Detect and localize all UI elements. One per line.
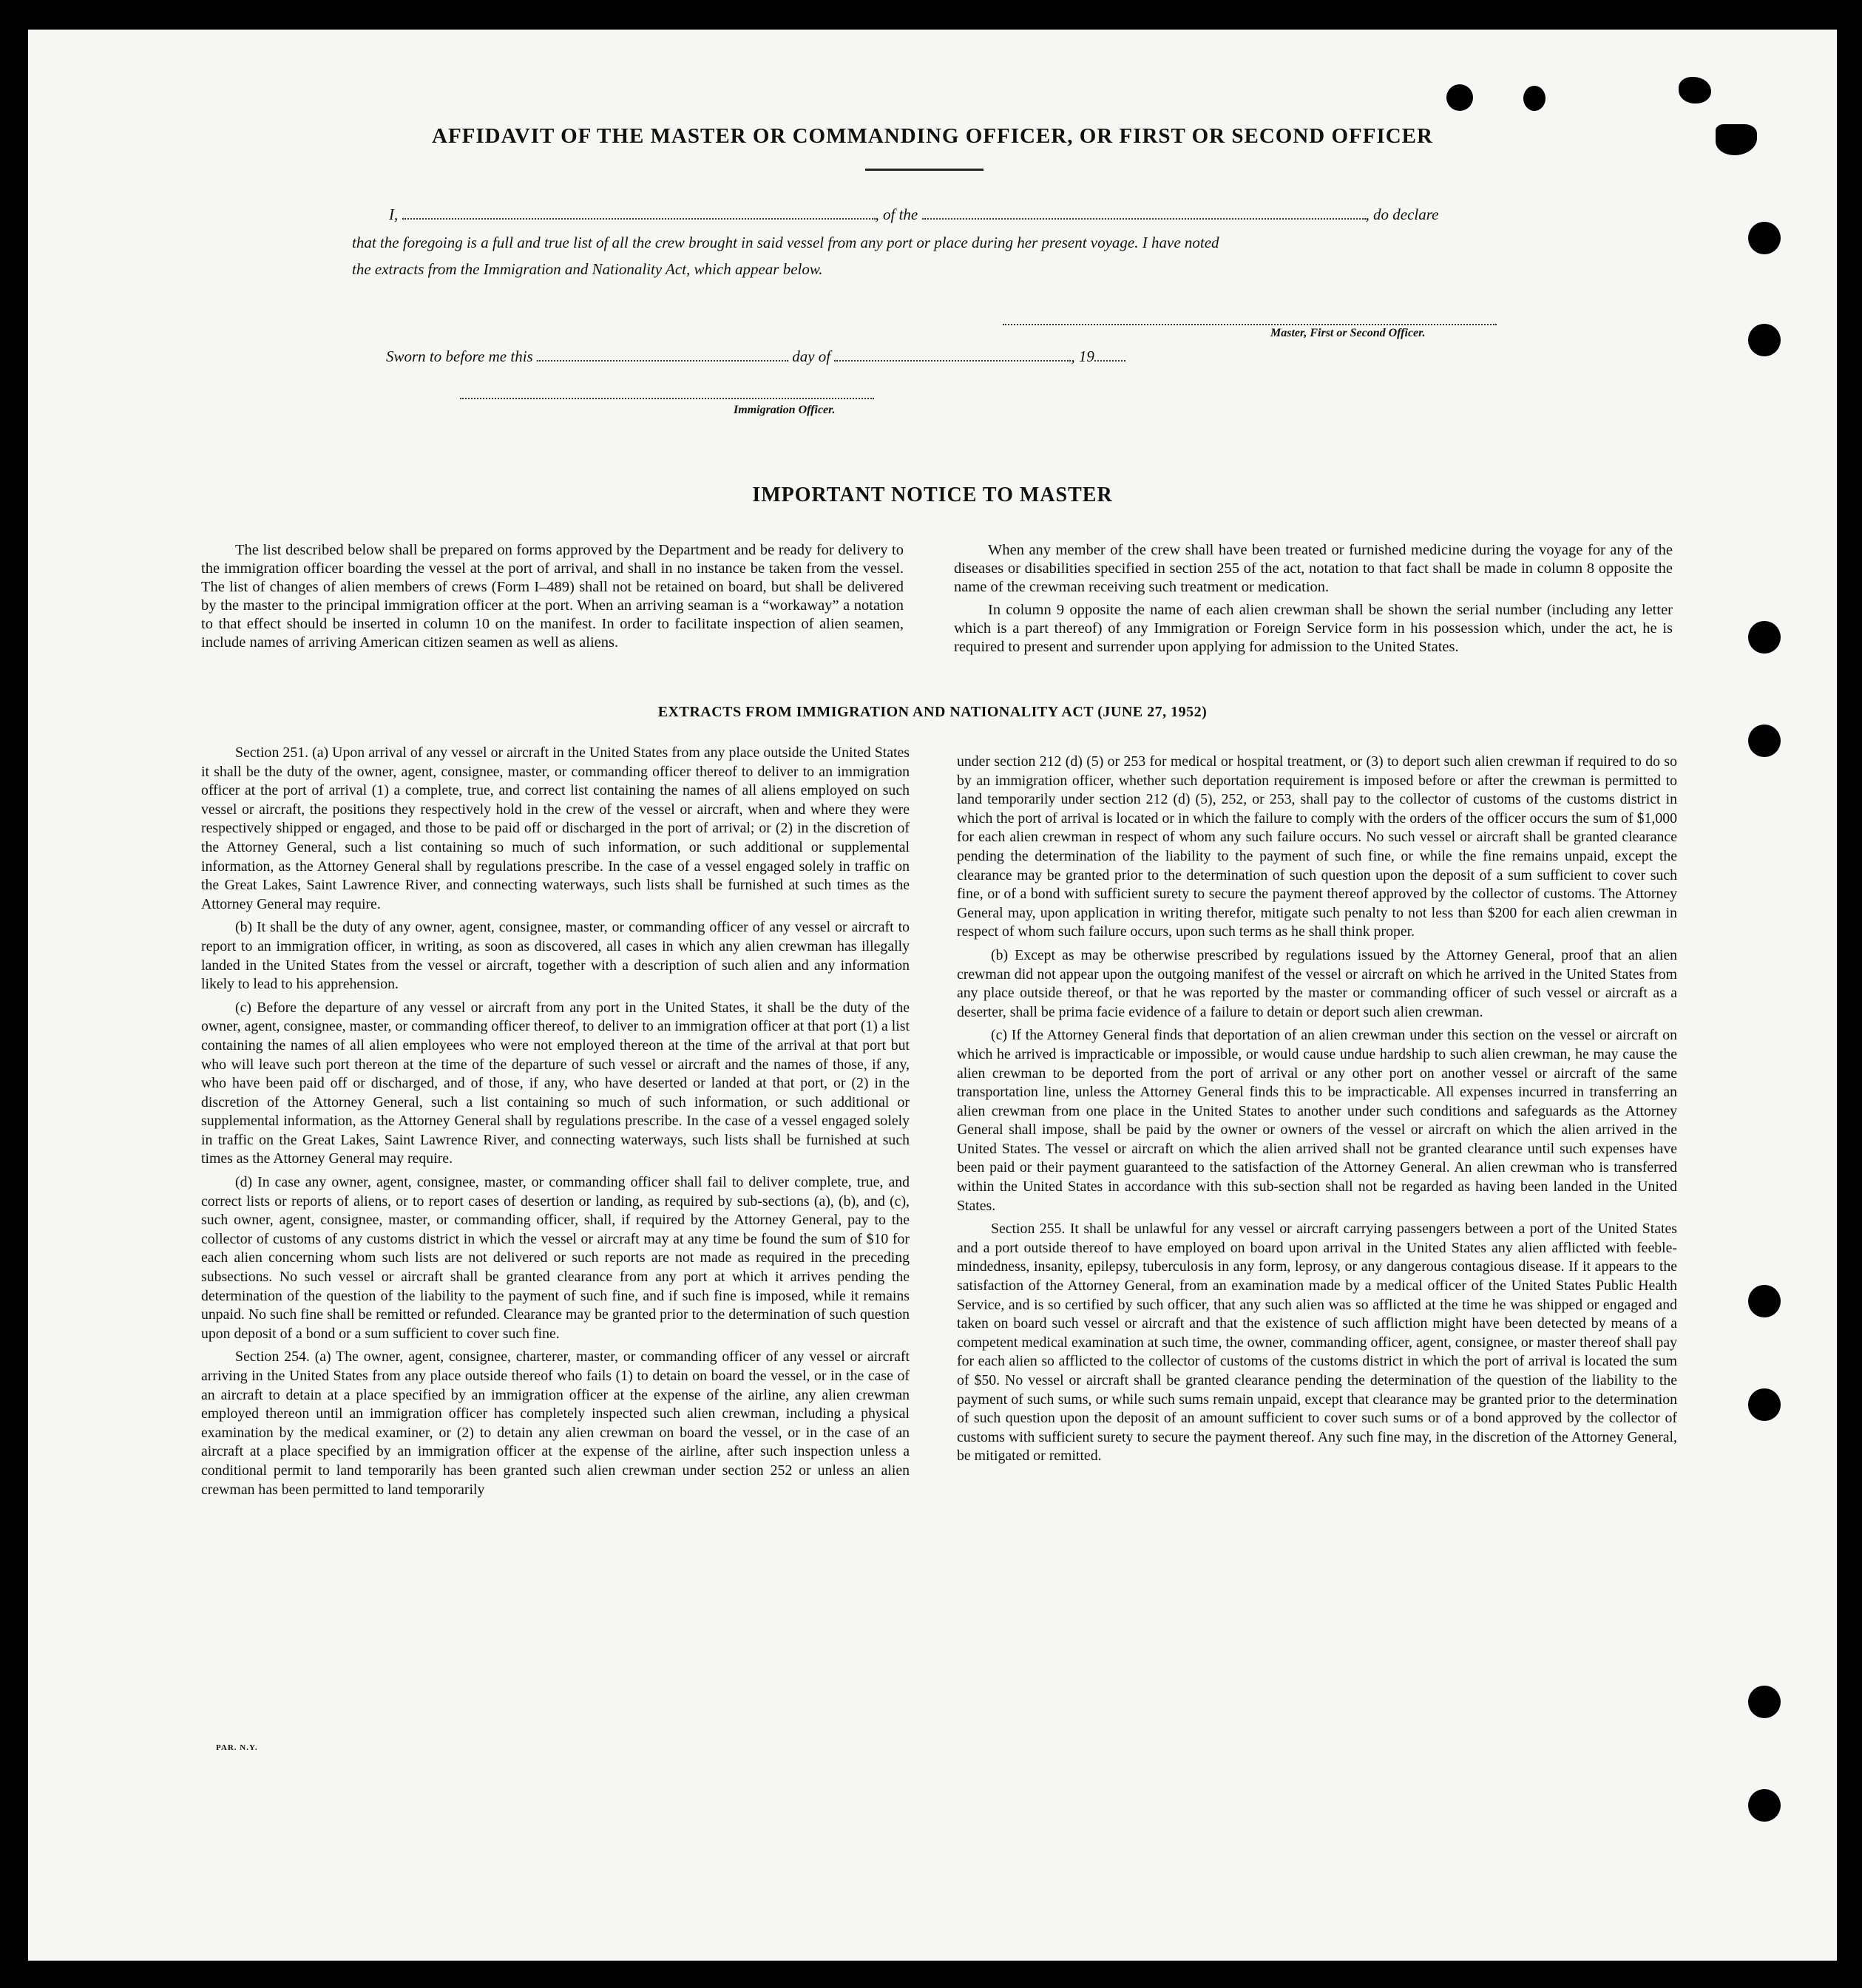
sworn-year-field[interactable] bbox=[1094, 360, 1125, 362]
punch-hole bbox=[1748, 1789, 1781, 1822]
section-254-b: (b) Except as may be otherwise prescribed by regulations issued by the Attorney General, proof that an alien crewman did not appear upon the outgoing manifest of the vessel or aircraft on which he arrived in the United States from any place outside thereof, or that he was reported by the master or commanding officer of such vessel or aircraft as a deserter, shall be prima facie evidence of a failure to detain or deport such alien crewman. bbox=[957, 946, 1677, 1020]
sworn-month-field[interactable] bbox=[834, 360, 1071, 362]
notice-title: IMPORTANT NOTICE TO MASTER bbox=[752, 484, 1113, 506]
extracts-left-column bbox=[201, 744, 910, 1504]
master-signature-line[interactable] bbox=[1003, 324, 1497, 325]
punch-hole bbox=[1748, 1285, 1781, 1317]
line1-of-the-label: , of the bbox=[875, 206, 918, 223]
punch-hole bbox=[1748, 222, 1781, 254]
punch-hole bbox=[1523, 86, 1546, 111]
notice-right-column bbox=[954, 541, 1673, 661]
punch-hole bbox=[1748, 725, 1781, 757]
section-254-a-continued: under section 212 (d) (5) or 253 for medical or hospital treatment, or (3) to deport such alien crewman if required to do so by an immigration officer, whether such deportation requirement is imposed before or after the crewman is permitted to land temporarily under section 212 (d) (5), 252, or 253, shall pay to the collector of customs of the customs district in which the port of arrival is located or in which the failure to comply with the orders of the officer occurs the sum of $1,000 for each alien crewman in respect of whom any such failure occurs. No such vessel or aircraft shall be granted clearance pending the determination of the liability to the payment of such fine, or while the fine remains unpaid, except the clearance may be granted prior to the determination of such question upon the deposit of a sum sufficient to cover such fine, or of a bond with sufficient surety to secure the payment thereof approved by the collector of customs. The Attorney General may, upon application in writing therefor, mitigate such penalty to not less than $200 for each alien crewman in respect of whom such failure occurs, upon such terms as he shall think proper. bbox=[957, 753, 1677, 940]
form-page bbox=[28, 30, 1837, 1961]
notice-left-paragraph: The list described below shall be prepared on forms approved by the Department and be ready for delivery to the immigration officer boarding the vessel at the port of arrival, and shall in no instance be taken from the vessel. The list of changes of alien members of crews (Form I–489) shall not be retained on board, but shall be delivered by the master to the principal immigration officer at the port. When an arriving seaman is a “workaway” a notation to that effect should be inserted in column 10 on the manifest. In order to facilitate inspection of alien seamen, include names of arriving American citizen seamen as well as aliens. bbox=[201, 542, 904, 651]
scan-mark bbox=[1679, 77, 1711, 104]
section-254-a: Section 254. (a) The owner, agent, consignee, charterer, master, or commanding officer of any vessel or aircraft arriving in the United States from any place outside thereof who fails (1) to detain on board the vessel, or in the case of an aircraft to detain at a place specified by an immigration officer at the expense of the airline, any alien crewman employed thereon until an immigration officer has completely inspected such alien crewman, including a physical examination by the medical examiner, or (2) to detain any alien crewman on board the vessel, or in the case of an aircraft at a place specified by an immigration officer at the expense of the airline, after such inspection unless a conditional permit to land temporarily has been granted such alien crewman under section 252 or unless an alien crewman has been permitted to land temporarily bbox=[201, 1348, 910, 1498]
affidavit-line-1 bbox=[389, 206, 1438, 224]
punch-hole bbox=[1748, 621, 1781, 654]
punch-hole bbox=[1748, 324, 1781, 356]
extracts-right-column bbox=[957, 753, 1677, 1470]
sworn-line bbox=[386, 347, 1125, 366]
punch-hole bbox=[1748, 1686, 1781, 1718]
section-251-d: (d) In case any owner, agent, consignee, master, or commanding officer shall fail to deliver complete, true, and correct lists or reports of aliens, or to report cases of desertion or landing, as required by sub-sections (a), (b), and (c), such owner, agent, consignee, master, or commanding officer, shall, if required by the Attorney General, pay to the collector of customs of any customs district in which the vessel or aircraft may at any time be found the sum of $10 for each alien concerning whom such lists are not delivered or such reports are not made as required in the preceding subsections. No such vessel or aircraft shall be granted clearance from any port at which it arrives pending the determination of the question of the liability to the payment of such fine, and if such fine is imposed, while it remains unpaid. No such fine shall be remitted or refunded. Clearance may be granted prior to the determination of such question upon deposit of a bond or a sum sufficient to cover such fine. bbox=[201, 1174, 910, 1342]
vessel-field[interactable] bbox=[922, 218, 1366, 220]
master-signature-caption: Master, First or Second Officer. bbox=[1270, 327, 1426, 339]
notice-right-paragraph-2: In column 9 opposite the name of each alien crewman shall be shown the serial number (including any letter which is a part thereof) of any Immigration or Foreign Service form in his possession which, under the act, he is required to present and surrender upon applying for admission to the United States. bbox=[954, 602, 1673, 655]
title-rule bbox=[865, 169, 984, 171]
year-label: , 19 bbox=[1071, 347, 1094, 365]
line1-i-label: I, bbox=[389, 206, 399, 223]
notice-right-paragraph-1: When any member of the crew shall have been treated or furnished medicine during the voyage for any of the diseases or disabilities specified in section 255 of the act, notation to that fact shall be made in column 8 opposite the name of the crewman receiving such treatment or medication. bbox=[954, 542, 1673, 595]
notice-left-column bbox=[201, 541, 904, 657]
affidavit-title: AFFIDAVIT OF THE MASTER OR COMMANDING OFFICER, OR FIRST OR SECOND OFFICER bbox=[432, 124, 1433, 148]
punch-hole bbox=[1446, 84, 1473, 111]
affidavit-line-3: the extracts from the Immigration and Nationality Act, which appear below. bbox=[352, 260, 823, 278]
printer-code: PAR. N.Y. bbox=[216, 1743, 258, 1752]
section-251-c: (c) Before the departure of any vessel or aircraft from any port in the United States, it shall be the duty of the owner, agent, consignee, master, or commanding officer thereof, to deliver to an immigration officer at that port (1) a list containing the names of all alien employees who were not employed thereon at the time of the arrival at that port but who will leave such port thereon at the time of the departure of such vessel or aircraft and the names of those, if any, who have been paid off or discharged, and of those, if any, who have deserted or landed at that port, or (2) in the discretion of the Attorney General, such a list containing so much of such information, or such additional or supplemental information, as the Attorney General shall by regulations prescribe. In the case of a vessel engaged solely in traffic on the Great Lakes, Saint Lawrence River, and connecting waterways, such lists shall be furnished at such times as the Attorney General may require. bbox=[201, 999, 910, 1167]
section-251-b: (b) It shall be the duty of any owner, agent, consignee, master, or commanding officer of any vessel or aircraft to report to an immigration officer, in writing, as soon as discovered, all cases in which any alien crewman has illegally landed in the United States from the vessel or aircraft, together with a description of such alien and any information likely to lead to his apprehension. bbox=[201, 919, 910, 993]
sworn-label: Sworn to before me this bbox=[386, 347, 533, 365]
officer-signature-caption: Immigration Officer. bbox=[734, 404, 836, 416]
section-255: Section 255. It shall be unlawful for any vessel or aircraft carrying passengers between a port of the United States and a port outside thereof to have employed on board upon arrival in the United States any alien afflicted with feeble-mindedness, insanity, epilepsy, tuberculosis in any form, leprosy, or any dangerous contagious disease. If it appears to the satisfaction of the Attorney General, from an examination made by a medical officer of the United States Public Health Service, and is so certified by such officer, that any such alien was so afflicted at the time he was shipped or engaged and taken on board such vessel or aircraft and that the existence of such affliction might have been detected by means of a competent medical examination at such time, the owner, commanding officer, agent, consignee, or master thereof shall pay for each alien so afflicted to the collector of customs of the customs district in which the port of arrival is located the sum of $50. No vessel or aircraft shall be granted clearance pending the determination of the question of the liability to the payment of such sums, or while such sums remain unpaid, except that clearance may be granted prior to the determination of such question upon the deposit of an amount sufficient to cover such sums or of a bond approved by the collector of customs with sufficient surety to secure the payment thereof. Any such fine may, in the discretion of the Attorney General, be mitigated or remitted. bbox=[957, 1221, 1677, 1465]
punch-hole bbox=[1748, 1388, 1781, 1421]
sworn-day-field[interactable] bbox=[537, 360, 788, 362]
line1-declare-label: , do declare bbox=[1365, 206, 1439, 223]
affidavit-line-2: that the foregoing is a full and true list of all the crew brought in said vessel from any port or place during her present voyage. I have noted bbox=[352, 234, 1219, 251]
day-of-label: day of bbox=[792, 347, 831, 365]
section-251-a: Section 251. (a) Upon arrival of any vessel or aircraft in the United States from any place outside the United States it shall be the duty of the owner, agent, consignee, master, or commanding officer thereof to deliver to an immigration officer at the port of arrival (1) a complete, true, and correct list containing the names of all aliens employed on such vessel or aircraft, the positions they respectively hold in the crew of the vessel or aircraft, when and where they were respectively shipped or engaged, and those to be paid off or discharged in the port of arrival; or (2) in the discretion of the Attorney General, such a list containing so much of such information, or such additional or supplemental information, as the Attorney General shall by regulations prescribe. In the case of a vessel engaged solely in traffic on the Great Lakes, Saint Lawrence River, and connecting waterways, such lists shall be furnished at such times as the Attorney General may require. bbox=[201, 744, 910, 912]
officer-signature-line[interactable] bbox=[460, 398, 874, 399]
name-field[interactable] bbox=[402, 218, 876, 220]
extracts-title: EXTRACTS FROM IMMIGRATION AND NATIONALITY ACT (JUNE 27, 1952) bbox=[657, 704, 1208, 720]
section-254-c: (c) If the Attorney General finds that deportation of an alien crewman under this section on the vessel or aircraft on which he arrived is impracticable or impossible, or would cause undue hardship to such alien crewman, he may cause the alien crewman to be deported from the port of arrival or any other port on another vessel or aircraft of the same transportation line, unless the Attorney General finds this to be impracticable. All expenses incurred in transferring an alien crewman from one place in the United States to another under such conditions and safeguards as the Attorney General shall impose, shall be paid by the owner or owners of the vessel or aircraft on which the alien arrived in the United States. The vessel or aircraft on which the alien arrived shall not be granted clearance until such expenses have been paid or their payment guaranteed to the satisfaction of the Attorney General. An alien crewman who is transferred within the United States in accordance with this sub-section shall not be regarded as having been landed in the United States. bbox=[957, 1027, 1677, 1214]
